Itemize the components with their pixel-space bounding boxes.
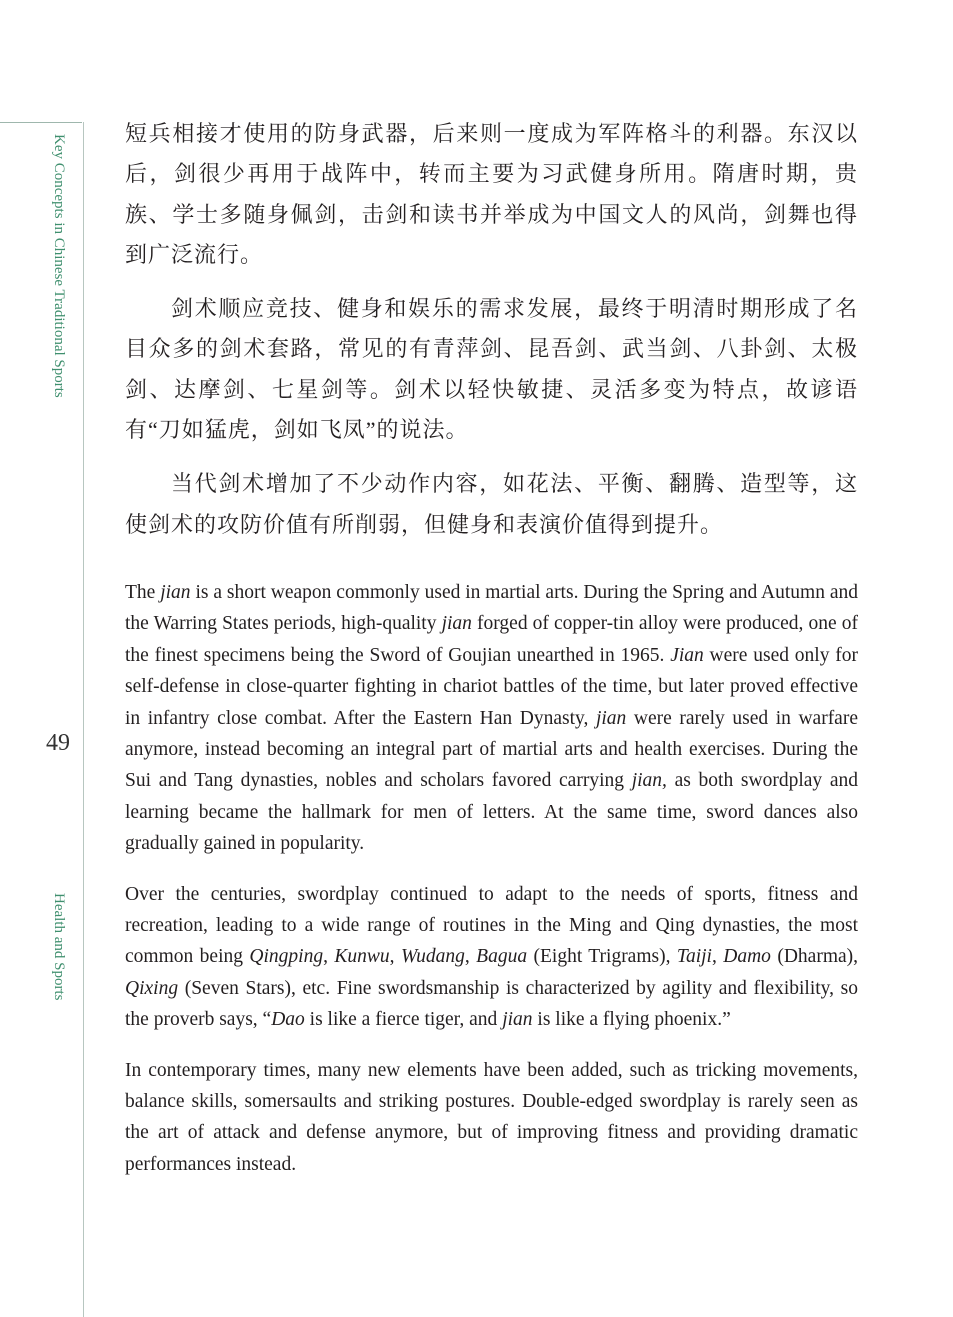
page-body <box>125 114 858 1199</box>
text-run: , <box>389 946 401 968</box>
text-run: (Seven Stars), etc. Fine swordsmanship is characterized by agility and flexibility, so the proverb says, “ <box>125 977 858 1031</box>
italic-term: Dao <box>271 1009 305 1031</box>
text-run: The <box>125 581 161 603</box>
text-run: is a short weapon commonly used in martial arts. During the Spring and Autumn and the Warring States periods, high-quality <box>125 581 858 635</box>
text-run: were used only for self-defense in close-quarter fighting in chariot battles of the time, but later proved effective in infantry close combat. After the Eastern Han Dynasty, <box>125 644 858 729</box>
chinese-paragraph: 短兵相接才使用的防身武器，后来则一度成为军阵格斗的利器。东汉以后，剑很少再用于战阵中，转而主要为习武健身所用。隋唐时期，贵族、学士多随身佩剑，击剑和读书并举成为中国文人的风尚，剑舞也得到广泛流行。 <box>125 121 858 267</box>
page-number: 49 <box>46 730 70 756</box>
italic-term: Kunwu <box>334 946 390 968</box>
text-run: , <box>323 946 335 968</box>
italic-term: Jian <box>670 644 704 666</box>
italic-term: Wudang <box>400 946 465 968</box>
english-text <box>125 577 858 1180</box>
italic-term: Bagua <box>476 946 528 968</box>
text-run: is like a flying phoenix.” <box>532 1009 731 1031</box>
text-run: , <box>711 946 724 968</box>
text-run: In contemporary times, many new elements have been added, such as tricking movements, balance skills, somersaults and striking postures. Double-edged swordplay is rarely seen as the art of attack and defense anymore, but of improving fitness and providing dramatic performances instead. <box>125 1059 858 1175</box>
italic-term: jian, <box>631 770 667 792</box>
text-run: , <box>464 946 477 968</box>
chinese-text <box>125 114 858 545</box>
text-run: is like a fierce tiger, and <box>304 1009 503 1031</box>
text-run: Over the centuries, swordplay continued to adapt to the needs of sports, fitness and recreation, leading to a wide range of routines in the Ming and Qing dynasties, the most common being <box>125 883 858 968</box>
margin-rule <box>83 122 84 1317</box>
italic-term: Qingping <box>249 946 324 968</box>
text-run: were rarely used in warfare anymore, instead becoming an integral part of martial arts and health exercises. During the Sui and Tang dynasties, nobles and scholars favored carrying <box>125 707 858 792</box>
italic-term: Qixing <box>125 977 179 999</box>
italic-term: jian <box>595 707 627 729</box>
chinese-paragraph: 当代剑术增加了不少动作内容，如花法、平衡、翻腾、造型等，这使剑术的攻防价值有所削弱，但健身和表演价值得到提升。 <box>125 471 858 537</box>
italic-term: jian <box>160 581 191 603</box>
text-run: (Dharma), <box>770 946 859 968</box>
header-rule <box>0 122 82 123</box>
english-paragraph <box>125 1055 858 1181</box>
italic-term: Taiji <box>676 946 712 968</box>
running-head-book-title: Key Concepts in Chinese Traditional Sports <box>51 134 67 398</box>
english-paragraph <box>125 879 858 1036</box>
chinese-paragraph: 剑术顺应竞技、健身和娱乐的需求发展，最终于明清时期形成了名目众多的剑术套路，常见的有青萍剑、昆吾剑、武当剑、八卦剑、太极剑、达摩剑、七星剑等。剑术以轻快敏捷、灵活多变为特点，故谚语有“刀如猛虎，剑如飞凤”的说法。 <box>125 296 858 443</box>
running-head-section-title: Health and Sports <box>51 893 67 1001</box>
text-run: forged of copper-tin alloy were produced, one of the finest specimens being the Sword of Goujian unearthed in 1965. <box>125 613 858 666</box>
italic-term: jian <box>441 613 472 635</box>
italic-term: jian <box>502 1009 533 1031</box>
italic-term: Damo <box>723 946 771 968</box>
text-run: (Eight Trigrams), <box>527 946 677 968</box>
english-paragraph <box>125 577 858 860</box>
text-run: as both swordplay and learning became the hallmark for men of letters. At the same time, sword dances also gradually gained in popularity. <box>125 770 858 855</box>
